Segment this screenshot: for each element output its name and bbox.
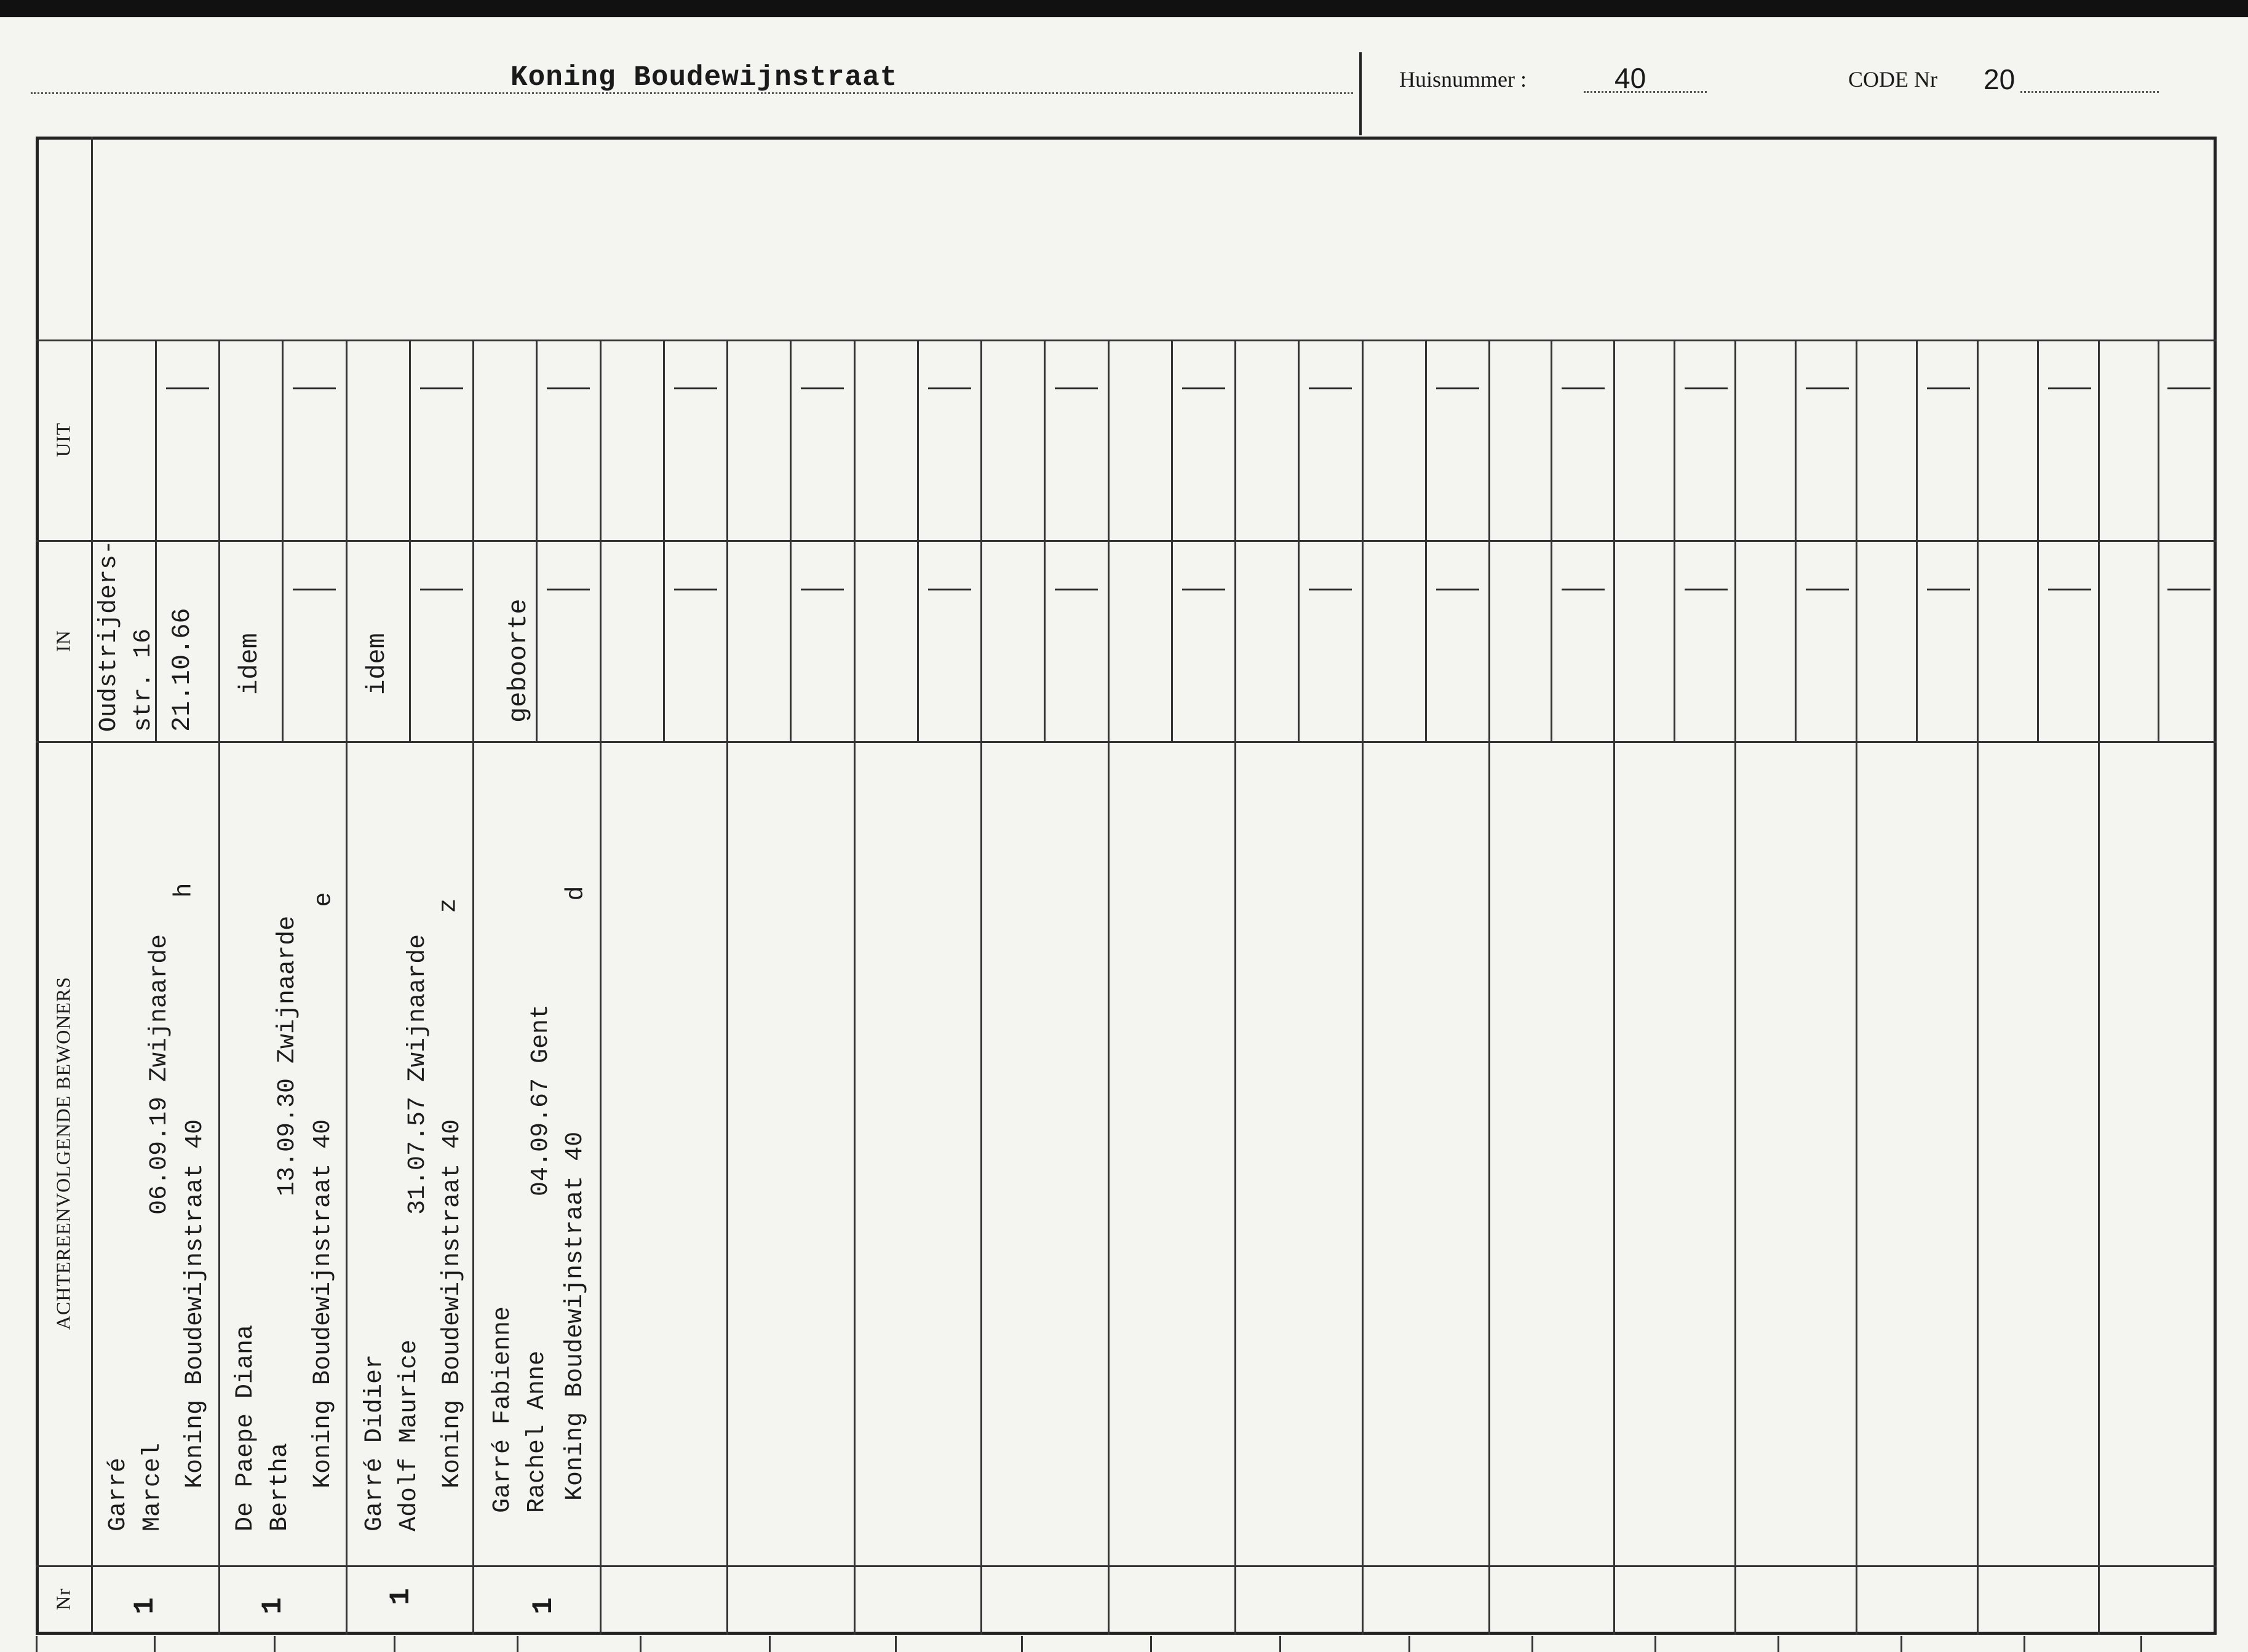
empty-dash bbox=[1806, 387, 1849, 389]
resident-2-mark: e bbox=[310, 892, 338, 907]
empty-dash bbox=[674, 589, 717, 590]
bottom-tick bbox=[1900, 1636, 1902, 1652]
column-divider bbox=[1856, 340, 1857, 1635]
empty-dash bbox=[420, 589, 463, 590]
bottom-tick bbox=[1777, 1636, 1779, 1652]
top-edge-bar bbox=[0, 0, 2248, 17]
sub-column-divider bbox=[409, 340, 411, 741]
empty-dash bbox=[1182, 589, 1225, 590]
sub-column-divider bbox=[790, 340, 792, 741]
in-entry-2: idem bbox=[235, 633, 264, 695]
empty-dash bbox=[1927, 589, 1970, 590]
empty-dash bbox=[166, 387, 209, 389]
label-column-divider bbox=[91, 137, 93, 1635]
column-divider bbox=[1977, 340, 1979, 1635]
resident-1-surname: Garré bbox=[105, 1457, 132, 1531]
resident-4-entry bbox=[486, 1306, 555, 1513]
resident-4-surname: Garré Fabienne bbox=[489, 1306, 517, 1513]
empty-dash bbox=[1806, 589, 1849, 590]
sub-column-divider bbox=[1298, 340, 1300, 741]
bottom-tick bbox=[769, 1636, 771, 1652]
empty-dash bbox=[547, 387, 590, 389]
sub-column-divider bbox=[2037, 340, 2039, 741]
resident-3-address: Koning Boudewijnstraat 40 bbox=[439, 1119, 466, 1488]
resident-1-nr: 1 bbox=[129, 1597, 161, 1614]
resident-3-surname: Garré Didier bbox=[361, 1354, 389, 1531]
empty-dash bbox=[2167, 387, 2210, 389]
resident-3-birth: 31.07.57 Zwijnaarde bbox=[404, 934, 432, 1215]
row-divider-bewoners-nr bbox=[36, 1565, 2217, 1567]
sub-column-divider bbox=[1425, 340, 1427, 741]
sub-column-divider bbox=[536, 340, 538, 741]
bottom-tick bbox=[2140, 1636, 2142, 1652]
house-number-label: Huisnummer : bbox=[1399, 67, 1527, 92]
empty-dash bbox=[420, 387, 463, 389]
bottom-tick bbox=[1654, 1636, 1656, 1652]
code-label: CODE Nr bbox=[1848, 67, 1937, 92]
resident-3-mark: z bbox=[435, 898, 463, 913]
empty-dash bbox=[674, 387, 717, 389]
column-divider bbox=[854, 340, 856, 1635]
resident-1-birth: 06.09.19 Zwijnaarde bbox=[146, 934, 173, 1215]
code-dotted-line bbox=[2020, 91, 2159, 93]
resident-4-address: Koning Boudewijnstraat 40 bbox=[562, 1131, 589, 1501]
empty-dash bbox=[801, 589, 844, 590]
resident-2-address: Koning Boudewijnstraat 40 bbox=[309, 1119, 337, 1488]
empty-dash bbox=[801, 387, 844, 389]
empty-dash bbox=[547, 589, 590, 590]
column-divider bbox=[2098, 340, 2100, 1635]
column-divider bbox=[1613, 340, 1615, 1635]
street-name: Koning Boudewijnstraat bbox=[510, 62, 898, 93]
empty-dash bbox=[1055, 589, 1098, 590]
empty-dash bbox=[1685, 589, 1728, 590]
empty-dash bbox=[2048, 589, 2091, 590]
bottom-tick bbox=[2024, 1636, 2025, 1652]
empty-dash bbox=[293, 387, 336, 389]
bottom-tick bbox=[895, 1636, 897, 1652]
column-divider bbox=[980, 340, 982, 1635]
code-value: 20 bbox=[1984, 63, 2016, 95]
resident-2-entry bbox=[229, 1325, 298, 1531]
header-separator bbox=[1359, 52, 1362, 135]
resident-2-nr: 1 bbox=[256, 1597, 289, 1614]
bottom-tick bbox=[1531, 1636, 1533, 1652]
column-divider bbox=[1362, 340, 1364, 1635]
resident-3-firstname: Adolf Maurice bbox=[395, 1339, 423, 1531]
empty-dash bbox=[1685, 387, 1728, 389]
sub-column-divider bbox=[1044, 340, 1046, 741]
row-divider-in-bewoners bbox=[36, 741, 2217, 743]
empty-dash bbox=[1182, 387, 1225, 389]
resident-4-nr: 1 bbox=[527, 1597, 560, 1614]
empty-dash bbox=[2048, 387, 2091, 389]
empty-dash bbox=[2167, 589, 2210, 590]
column-divider bbox=[346, 340, 348, 1635]
in-entry-1-line2: str. 16 bbox=[130, 628, 157, 732]
sub-column-divider bbox=[1551, 340, 1552, 741]
sub-column-divider bbox=[1171, 340, 1173, 741]
empty-dash bbox=[928, 589, 971, 590]
column-divider bbox=[1734, 340, 1736, 1635]
sub-column-divider bbox=[917, 340, 919, 741]
bottom-tick bbox=[517, 1636, 518, 1652]
bottom-tick bbox=[1021, 1636, 1023, 1652]
resident-3-entry bbox=[358, 1340, 427, 1531]
sub-column-divider bbox=[1916, 340, 1918, 741]
resident-2-surname: De Paepe Diana bbox=[232, 1324, 260, 1531]
column-divider bbox=[600, 340, 602, 1635]
in-entry-1-date: 21.10.66 bbox=[167, 608, 197, 732]
column-divider bbox=[1488, 340, 1490, 1635]
column-divider bbox=[1234, 340, 1236, 1635]
empty-dash bbox=[1309, 387, 1352, 389]
empty-dash bbox=[1055, 387, 1098, 389]
column-divider bbox=[1108, 340, 1110, 1635]
column-divider bbox=[218, 340, 220, 1635]
empty-dash bbox=[1309, 589, 1352, 590]
bottom-tick bbox=[640, 1636, 641, 1652]
in-entry-3: idem bbox=[362, 633, 392, 695]
column-divider bbox=[472, 340, 474, 1635]
empty-dash bbox=[1436, 387, 1479, 389]
bottom-tick bbox=[1150, 1636, 1152, 1652]
resident-1-address: Koning Boudewijnstraat 40 bbox=[181, 1119, 209, 1488]
house-number-value: 40 bbox=[1615, 62, 1646, 94]
empty-dash bbox=[1436, 589, 1479, 590]
resident-4-mark: d bbox=[562, 886, 590, 901]
resident-1-entry bbox=[101, 1443, 170, 1531]
empty-dash bbox=[293, 589, 336, 590]
row-divider-top-section bbox=[36, 340, 2217, 341]
in-entry-1 bbox=[92, 540, 161, 732]
bottom-tick bbox=[1408, 1636, 1410, 1652]
empty-dash bbox=[1927, 387, 1970, 389]
resident-2-birth: 13.09.30 Zwijnaarde bbox=[274, 915, 301, 1196]
resident-2-firstname: Bertha bbox=[266, 1442, 294, 1531]
bottom-tick bbox=[36, 1636, 38, 1652]
empty-dash bbox=[928, 387, 971, 389]
empty-dash bbox=[1562, 387, 1605, 389]
bottom-tick bbox=[1279, 1636, 1281, 1652]
sub-column-divider bbox=[2158, 340, 2159, 741]
resident-1-mark: h bbox=[170, 883, 199, 898]
empty-dash bbox=[1562, 589, 1605, 590]
resident-1-firstname: Marcel bbox=[139, 1442, 167, 1531]
bottom-tick bbox=[154, 1636, 156, 1652]
resident-3-nr: 1 bbox=[384, 1588, 417, 1605]
sub-column-divider bbox=[1795, 340, 1797, 741]
row-divider-uit-in bbox=[36, 540, 2217, 542]
column-divider bbox=[726, 340, 728, 1635]
resident-4-firstname: Rachel Anne bbox=[523, 1350, 551, 1513]
bottom-tick bbox=[394, 1636, 395, 1652]
sub-column-divider bbox=[663, 340, 665, 741]
in-entry-1-line1: Oudstrijders- bbox=[95, 539, 123, 732]
resident-4-birth: 04.09.67 Gent bbox=[527, 1004, 555, 1196]
sub-column-divider bbox=[282, 340, 284, 741]
sub-column-divider bbox=[1674, 340, 1675, 741]
in-entry-4: geboorte bbox=[504, 598, 533, 723]
bottom-tick bbox=[274, 1636, 276, 1652]
